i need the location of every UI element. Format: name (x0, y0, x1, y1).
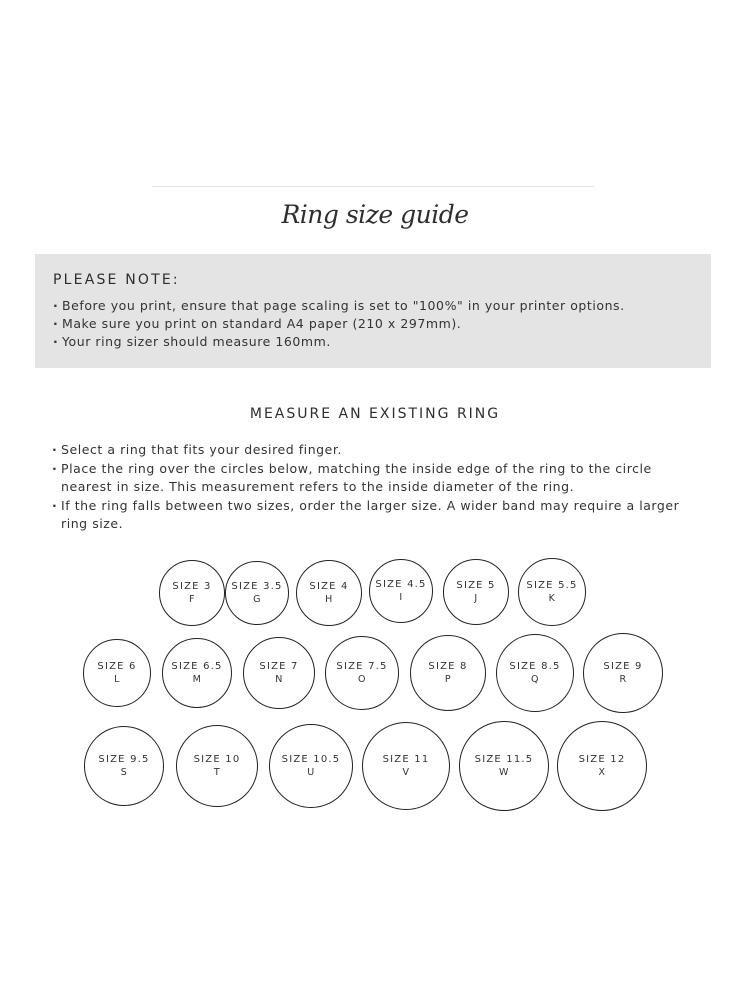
ring-letter-label: F (189, 594, 195, 605)
ring-circle (518, 558, 586, 626)
ring-size-label: SIZE 3.5 (231, 581, 283, 592)
page-title: Ring size guide (281, 200, 469, 229)
ring-size-label: SIZE 9 (603, 661, 643, 672)
ring-size-label: SIZE 12 (578, 754, 626, 765)
ring-circle (410, 635, 486, 711)
ring-circle (162, 638, 232, 708)
ring-circle (362, 722, 450, 810)
ring-size-label: SIZE 10 (193, 754, 241, 765)
ring-size-label: SIZE 6 (97, 661, 137, 672)
ring-size-label: SIZE 7 (259, 661, 299, 672)
ring-letter-label: N (275, 674, 283, 685)
ring-circle (496, 634, 574, 712)
ring-letter-label: O (358, 674, 366, 685)
ring-letter-label: W (499, 767, 509, 778)
ring-circle (269, 724, 353, 808)
ring-circle (325, 636, 399, 710)
note-heading: PLEASE NOTE: (53, 272, 180, 288)
ring-letter-label: G (253, 594, 261, 605)
ring-circle (369, 559, 433, 623)
ring-letter-label: J (474, 593, 478, 604)
ring-size-label: SIZE 10.5 (281, 754, 341, 765)
ring-size-label: SIZE 5.5 (526, 580, 578, 591)
instruction-item: · Place the ring over the circles below, matching the inside edge of the ring to the circle nearest in size. This measurement refers to the inside diameter of the ring. (52, 460, 682, 497)
note-item: · Before you print, ensure that page scaling is set to "100%" in your printer options. (53, 297, 711, 315)
top-divider (152, 186, 594, 187)
ring-letter-label: M (192, 674, 202, 685)
note-item: · Your ring sizer should measure 160mm. (53, 333, 711, 351)
instruction-item: · Select a ring that fits your desired finger. (52, 441, 682, 460)
ring-size-label: SIZE 6.5 (171, 661, 223, 672)
ring-circle (243, 637, 315, 709)
ring-circle (84, 726, 164, 806)
note-item: · Make sure you print on standard A4 paper (210 x 297mm). (53, 315, 711, 333)
ring-letter-label: T (213, 767, 221, 778)
ring-size-label: SIZE 4 (309, 581, 349, 592)
instruction-item: · If the ring falls between two sizes, order the larger size. A wider band may require a larger ring size. (52, 497, 682, 534)
ring-circle (176, 725, 258, 807)
ring-size-label: SIZE 11.5 (474, 754, 534, 765)
ring-size-label: SIZE 8.5 (509, 661, 561, 672)
ring-size-label: SIZE 11 (382, 754, 430, 765)
ring-letter-label: U (307, 767, 315, 778)
ring-circle (459, 721, 549, 811)
ring-circle (296, 560, 362, 626)
note-list (53, 297, 711, 351)
ring-size-label: SIZE 4.5 (375, 579, 427, 590)
ring-size-label: SIZE 5 (456, 580, 496, 591)
ring-size-label: SIZE 8 (428, 661, 468, 672)
ring-size-label: SIZE 3 (172, 581, 212, 592)
ring-letter-label: I (399, 592, 403, 603)
ring-letter-label: V (402, 767, 410, 778)
note-panel (35, 254, 711, 368)
ring-letter-label: K (548, 593, 556, 604)
ring-letter-label: R (619, 674, 627, 685)
ring-size-label: SIZE 9.5 (98, 754, 150, 765)
ring-circle (225, 561, 289, 625)
ring-circle (583, 633, 663, 713)
ring-circle (83, 639, 151, 707)
measure-instructions (52, 441, 682, 534)
ring-circle (443, 559, 509, 625)
ring-letter-label: H (325, 594, 333, 605)
ring-circle (159, 560, 225, 626)
ring-letter-label: P (444, 674, 452, 685)
ring-circle (557, 721, 647, 811)
ring-letter-label: L (114, 674, 120, 685)
measure-heading: MEASURE AN EXISTING RING (249, 406, 501, 422)
ring-letter-label: S (120, 767, 128, 778)
ring-size-label: SIZE 7.5 (336, 661, 388, 672)
ring-letter-label: Q (531, 674, 539, 685)
ring-letter-label: X (598, 767, 606, 778)
